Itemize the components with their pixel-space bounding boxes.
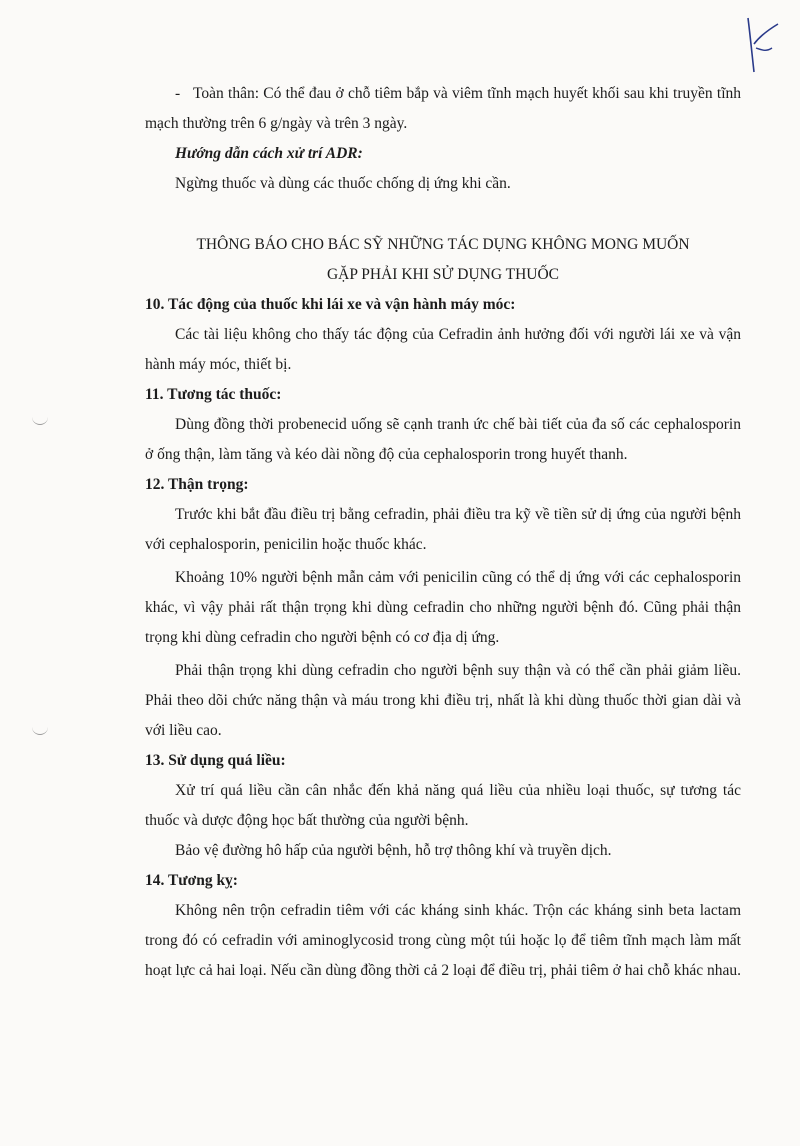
adr-heading: Hướng dẫn cách xử trí ADR: — [175, 145, 363, 162]
bullet-dash: - — [175, 85, 181, 102]
notice-heading-line1: THÔNG BÁO CHO BÁC SỸ NHỮNG TÁC DỤNG KHÔNG MONG MUỐN — [196, 236, 690, 253]
section-title: 13. Sử dụng quá liều: — [145, 752, 286, 769]
section-paragraph: Dùng đồng thời probenecid uống sẽ cạnh tranh ức chế bài tiết của đa số các cephalosporin ở ống thận, làm tăng và kéo dài nồng độ của cephalosporin trong huyết thanh. — [145, 416, 741, 463]
bullet-paragraph — [145, 79, 741, 139]
section-title: 11. Tương tác thuốc: — [145, 386, 282, 403]
section-paragraph: Các tài liệu không cho thấy tác động của Cefradin ảnh hưởng đối với người lái xe và vận hành máy móc, thiết bị. — [145, 326, 741, 373]
section-title: 14. Tương kỵ: — [145, 872, 238, 889]
section-paragraph: Xử trí quá liều cần cân nhắc đến khả năng quá liều của nhiều loại thuốc, sự tương tác thuốc và dược động học bất thường của người bệnh. — [145, 782, 741, 829]
bullet-text: Toàn thân: Có thể đau ở chỗ tiêm bắp và viêm tĩnh mạch huyết khối sau khi truyền tĩnh mạch thường trên 6 g/ngày và trên 3 ngày. — [145, 85, 741, 132]
section-paragraph: Bảo vệ đường hô hấp của người bệnh, hỗ trợ thông khí và truyền dịch. — [175, 842, 612, 859]
adr-text: Ngừng thuốc và dùng các thuốc chống dị ứng khi cần. — [175, 175, 511, 192]
section-title: 10. Tác động của thuốc khi lái xe và vận hành máy móc: — [145, 296, 516, 313]
intro-block — [145, 79, 741, 199]
section-paragraph: Khoảng 10% người bệnh mẫn cảm với penicilin cũng có thể dị ứng với các cephalosporin khác, vì vậy phải rất thận trọng khi dùng cefradin cho những người bệnh đó. Cũng phải thận trọng khi dùng cefradin cho người bệnh có cơ địa dị ứng. — [145, 569, 741, 646]
section-paragraph: Không nên trộn cefradin tiêm với các kháng sinh khác. Trộn các kháng sinh beta lactam trong đó có cefradin với aminoglycosid trong cùng một túi hoặc lọ để tiêm tĩnh mạch làm mất hoạt lực cả hai loại. Nếu cần dùng đồng thời cả 2 loại để điều trị, phải tiêm ở hai chỗ khác nhau. — [145, 902, 741, 979]
section-title: 12. Thận trọng: — [145, 476, 249, 493]
main-block — [145, 230, 741, 986]
section-paragraph: Trước khi bắt đầu điều trị bằng cefradin, phải điều tra kỹ về tiền sử dị ứng của người bệnh với cephalosporin, penicilin hoặc thuốc khác. — [145, 506, 741, 553]
section-paragraph: Phải thận trọng khi dùng cefradin cho người bệnh suy thận và có thể cần phải giảm liều. Phải theo dõi chức năng thận và máu trong khi điều trị, nhất là khi dùng thuốc thời gian dài và với liều cao. — [145, 662, 741, 739]
punch-hole-mark — [32, 414, 48, 425]
handwritten-initial-mark — [742, 14, 782, 74]
punch-hole-mark — [32, 724, 48, 735]
notice-heading-line2: GẶP PHẢI KHI SỬ DỤNG THUỐC — [326, 266, 560, 283]
